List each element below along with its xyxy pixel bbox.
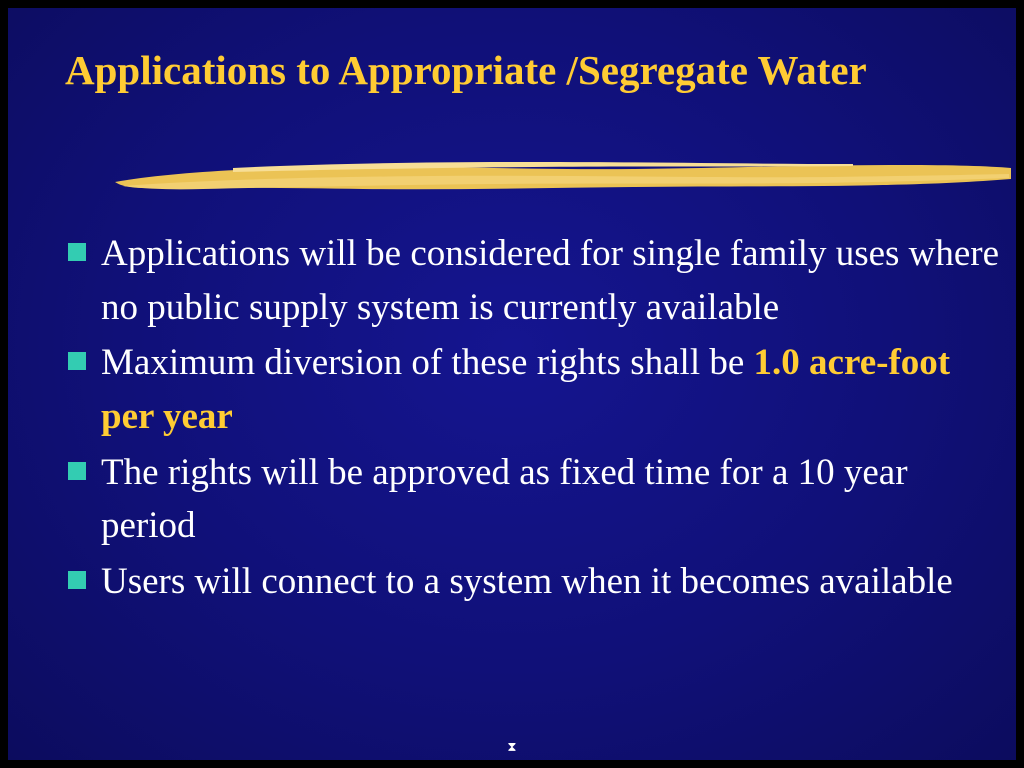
list-item-text [101, 446, 1008, 553]
list-item [68, 446, 1008, 553]
list-item-text-part: Users will connect to a system when it becomes available [101, 560, 953, 602]
list-item-text-part: The rights will be approved as fixed time for a 10 year period [101, 451, 908, 547]
square-bullet-icon [68, 243, 86, 261]
list-item-text [101, 555, 1008, 609]
list-item [68, 555, 1008, 609]
list-item [68, 336, 1008, 443]
slide-canvas [8, 8, 1016, 760]
page-title: Applications to Appropriate /Segregate Water [65, 47, 867, 93]
brush-underline-decoration [113, 160, 1013, 194]
list-item-text-part: Applications will be considered for single family uses where no public supply system is currently available [101, 233, 1000, 328]
list-item-text-part: Maximum diversion of these rights shall be [101, 342, 754, 384]
list-item-highlight-text: 1.0 acre-foot per year [101, 342, 951, 437]
list-item-text [101, 336, 1008, 443]
square-bullet-icon [68, 462, 86, 480]
list-item [68, 227, 1008, 334]
list-item-text [101, 227, 1008, 334]
bullet-list [68, 227, 1008, 610]
square-bullet-icon [68, 352, 86, 370]
hourglass-icon: ⧗ [507, 740, 517, 755]
square-bullet-icon [68, 571, 86, 589]
